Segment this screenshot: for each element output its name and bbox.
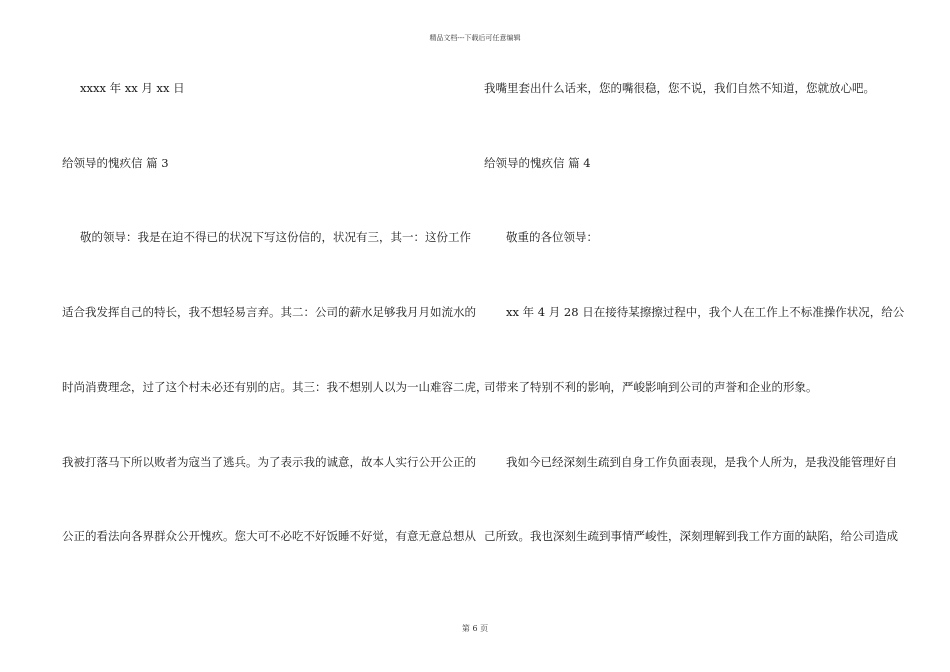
- paragraph-line: 公正的看法向各界群众公开愧疚。您大可不必吃不好饭睡不好觉，有意无意总想从: [62, 529, 476, 543]
- letter-title-4: 给领导的愧疚信 篇 4: [484, 156, 591, 170]
- paragraph-line: 适合我发挥自己的特长，我不想轻易言弃。其二：公司的薪水足够我月月如流水的: [62, 305, 476, 319]
- letter-title-3: 给领导的愧疚信 篇 3: [62, 156, 169, 170]
- paragraph-line: 司带来了特别不利的影响，严峻影响到公司的声誉和企业的形象。: [484, 380, 818, 394]
- page-number: 第 6 页: [461, 624, 489, 633]
- date-line: xxxx 年 xx 月 xx 日: [80, 81, 185, 95]
- continuation-line: 我嘴里套出什么话来，您的嘴很稳，您不说，我们自然不知道，您就放心吧。: [484, 81, 875, 95]
- paragraph-line: 己所致。我也深刻生疏到事情严峻性，深刻理解到我工作方面的缺陷，给公司造成: [484, 529, 898, 543]
- paragraph-line: 敬的领导：我是在迫不得已的状况下写这份信的，状况有三，其一：这份工作: [80, 230, 471, 244]
- paragraph-line: xx 年 4 月 28 日在接待某擦擦过程中，我个人在工作上不标准操作状况，给公: [506, 305, 905, 319]
- paragraph-line: 我被打落马下所以败者为寇当了逃兵。为了表示我的诚意，故本人实行公开公正的: [62, 455, 476, 469]
- paragraph-line: 时尚消费理念，过了这个村未必还有别的店。其三：我不想别人以为一山难容二虎，: [62, 380, 488, 394]
- page-header: 精品文档---下载后可任意编辑: [429, 34, 521, 42]
- greeting-line: 敬重的各位领导：: [506, 230, 598, 244]
- paragraph-line: 我如今已经深刻生疏到自身工作负面表现，是我个人所为，是我没能管理好自: [506, 455, 897, 469]
